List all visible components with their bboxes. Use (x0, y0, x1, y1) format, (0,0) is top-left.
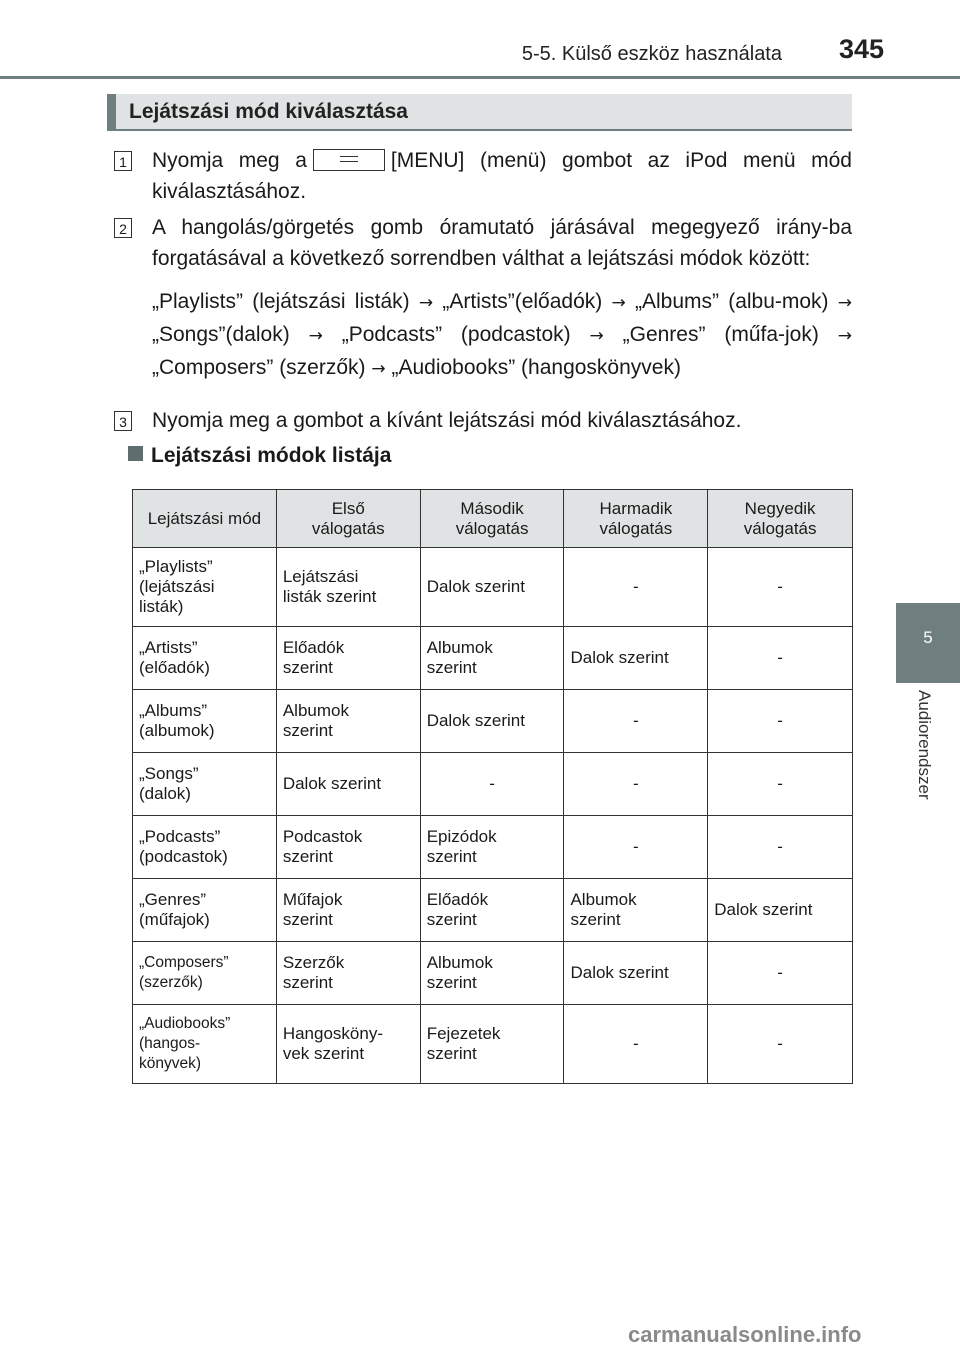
table-cell: - (708, 690, 853, 753)
page-header (0, 0, 960, 80)
table-cell: „Songs” (dalok) (133, 753, 277, 816)
table-cell: Dalok szerint (708, 879, 853, 942)
column-header: Harmadik válogatás (564, 490, 708, 548)
table-cell: Albumok szerint (564, 879, 708, 942)
table-cell: Albumok szerint (420, 942, 564, 1005)
section-heading-text: Lejátszási mód kiválasztása (129, 100, 408, 123)
column-header: Második válogatás (420, 490, 564, 548)
table-cell: Dalok szerint (420, 548, 564, 627)
table-cell: Albumok szerint (420, 627, 564, 690)
table-cell: Albumok szerint (276, 690, 420, 753)
table-row (133, 1005, 853, 1084)
table-cell: Szerzők szerint (276, 942, 420, 1005)
table-cell: - (564, 548, 708, 627)
table-cell: - (708, 753, 853, 816)
column-header: Lejátszási mód (133, 490, 277, 548)
table-cell: „Audiobooks” (hangos- könyvek) (133, 1005, 277, 1084)
step-2 (107, 212, 852, 385)
table-cell: - (564, 1005, 708, 1084)
table-cell: „Albums” (albumok) (133, 690, 277, 753)
table-cell: - (708, 1005, 853, 1084)
table-cell: - (708, 627, 853, 690)
table-cell: Hangosköny- vek szerint (276, 1005, 420, 1084)
arrow-right-icon: → (837, 326, 852, 346)
subheading-text: Lejátszási módok listája (151, 444, 392, 467)
table-row (133, 942, 853, 1005)
step-text-before: Nyomja meg a (152, 149, 307, 172)
table-cell: Dalok szerint (564, 627, 708, 690)
sequence-item: „Audiobooks” (hangoskönyvek) (391, 356, 681, 379)
table-cell: Lejátszási listák szerint (276, 548, 420, 627)
table-row (133, 879, 853, 942)
sequence-item: „Composers” (szerzők) (152, 356, 366, 379)
table-row (133, 548, 853, 627)
table-cell: - (564, 690, 708, 753)
sequence-item: „Podcasts” (podcastok) (341, 323, 571, 346)
menu-button-icon (313, 149, 385, 171)
column-header: Negyedik válogatás (708, 490, 853, 548)
step-1 (107, 145, 852, 207)
arrow-right-icon: → (589, 326, 604, 346)
table-cell: Epizódok szerint (420, 816, 564, 879)
table-cell: Dalok szerint (564, 942, 708, 1005)
table-cell: Műfajok szerint (276, 879, 420, 942)
table-cell: Előadók szerint (420, 879, 564, 942)
column-header: Első válogatás (276, 490, 420, 548)
table-cell: - (420, 753, 564, 816)
arrow-right-icon: → (611, 293, 626, 313)
arrow-right-icon: → (371, 359, 386, 379)
sequence-item: „Genres” (műfa-jok) (622, 323, 819, 346)
table-row (133, 816, 853, 879)
table-cell: Előadók szerint (276, 627, 420, 690)
table-cell: Dalok szerint (276, 753, 420, 816)
arrow-right-icon: → (837, 293, 853, 313)
watermark: carmanualsonline.info (628, 1322, 862, 1347)
table-cell: - (708, 816, 853, 879)
sequence-item: „Albums” (albu-mok) (634, 290, 829, 313)
table-cell: - (564, 753, 708, 816)
sequence-item: „Songs”(dalok) (152, 323, 290, 346)
chapter-tab: 5 (896, 603, 960, 683)
square-bullet-icon (128, 446, 143, 461)
table-row (133, 627, 853, 690)
step-text: A hangolás/görgetés gomb óramutató járásával megegyező irány-ba forgatásával a következő sorrendben válthat a lejátszási módok között: (152, 216, 852, 270)
step-text-after: [MENU] (menü) gombot az iPod menü mód kiválasztásához. (152, 149, 852, 203)
sequence-item: „Playlists” (lejátszási listák) (152, 290, 410, 313)
section-title: 5-5. Külső eszköz használata (521, 43, 782, 65)
table-cell: „Composers” (szerzők) (133, 942, 277, 1005)
chapter-label (896, 690, 960, 840)
table-cell: - (564, 816, 708, 879)
table-cell: - (708, 548, 853, 627)
step-number: 3 (114, 411, 132, 431)
step-number: 2 (114, 218, 132, 238)
table-cell: „Genres” (műfajok) (133, 879, 277, 942)
step-text (152, 145, 852, 207)
step-3 (107, 405, 852, 436)
arrow-right-icon: → (308, 326, 323, 346)
step-number: 1 (114, 151, 132, 171)
table-cell: „Artists” (előadók) (133, 627, 277, 690)
chapter-label-text: Audiorendszer (915, 690, 934, 800)
table-cell: Dalok szerint (420, 690, 564, 753)
arrow-right-icon: → (418, 293, 434, 313)
table-cell: „Playlists” (lejátszási listák) (133, 548, 277, 627)
table-cell: - (708, 942, 853, 1005)
page-number: 345 (838, 34, 884, 64)
table-row (133, 690, 853, 753)
table-header-row (133, 490, 853, 548)
subheading (128, 444, 391, 468)
table-cell: Fejezetek szerint (420, 1005, 564, 1084)
modes-table (132, 489, 853, 1084)
table-row (133, 753, 853, 816)
table-cell: „Podcasts” (podcastok) (133, 816, 277, 879)
header-rule (0, 76, 960, 79)
sequence-item: „Artists”(előadók) (442, 290, 603, 313)
mode-sequence (152, 286, 852, 385)
section-heading (107, 94, 852, 131)
table-cell: Podcastok szerint (276, 816, 420, 879)
step-text: Nyomja meg a gombot a kívánt lejátszási mód kiválasztásához. (152, 409, 742, 432)
